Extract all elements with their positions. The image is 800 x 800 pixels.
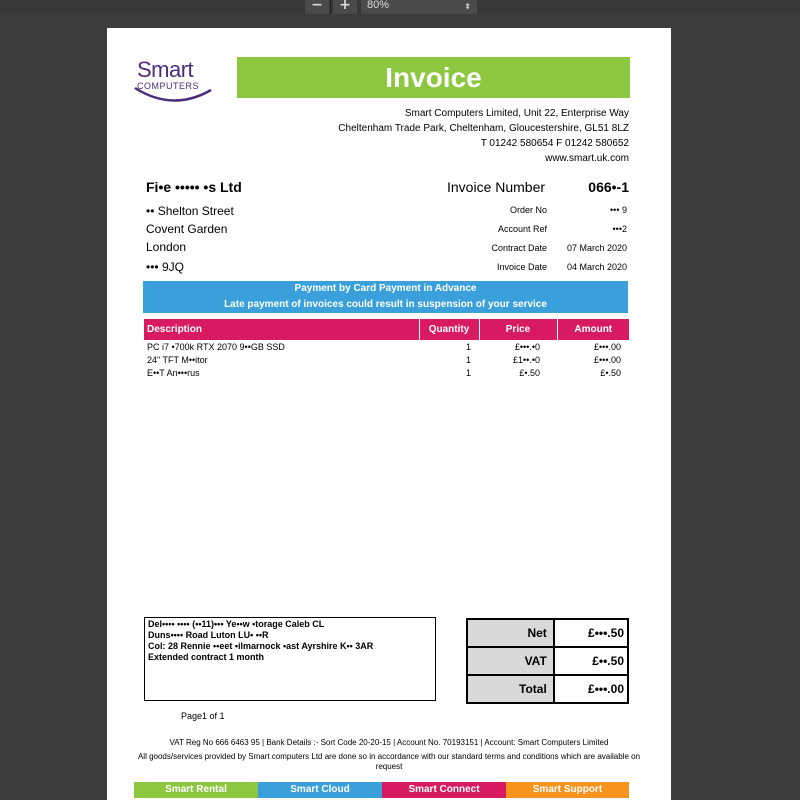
- item-amount: £•.50: [600, 367, 621, 378]
- header-description: Description: [144, 319, 419, 340]
- delivery-notes-box: [144, 617, 436, 701]
- notes-line: Duns•••• Road Luton LU• ••R: [148, 630, 269, 640]
- total-row: [467, 675, 628, 703]
- net-value: £•••.50: [554, 619, 628, 647]
- item-price: £1••.•0: [513, 354, 540, 365]
- item-description: 24" TFT M••itor: [147, 354, 208, 365]
- item-amount: £•••.00: [594, 354, 621, 365]
- account-ref-value: •••2: [612, 224, 627, 234]
- account-ref-label: Account Ref: [497, 224, 547, 234]
- logo-swoosh-icon: [133, 86, 215, 110]
- company-phone: T 01242 580654 F 01242 580652: [480, 138, 629, 149]
- viewer-toolbar: [0, 0, 800, 14]
- vat-row: [467, 647, 628, 675]
- brand-bar-smart-support: Smart Support: [506, 782, 629, 798]
- customer-area: Covent Garden: [146, 222, 228, 236]
- select-caret-icon: ⬍: [464, 2, 471, 11]
- customer-street: •• Shelton Street: [146, 204, 234, 218]
- footer-bank-details: VAT Reg No 666 6463 95 | Bank Details :- Sort Code 20-20-15 | Account No. 70193151 | Account: Smart Computers Limited: [169, 738, 609, 747]
- smart-computers-logo: [133, 56, 213, 106]
- invoice-date-label: Invoice Date: [496, 262, 547, 272]
- notes-line: Col: 28 Rennie ••eet •ilmarnock •ast Ayrshire K•• 3AR: [148, 641, 374, 651]
- brand-bar-smart-connect: Smart Connect: [382, 782, 506, 798]
- table-row: [144, 366, 629, 379]
- customer-postcode: ••• 9JQ: [146, 260, 184, 274]
- zoom-level-select[interactable]: [361, 0, 477, 14]
- order-no-value: ••• 9: [610, 205, 627, 215]
- footer-terms: All goods/services provided by Smart computers Ltd are done so in accordance with our standard terms and conditions which are available on request: [137, 752, 641, 771]
- company-website: www.smart.uk.com: [545, 153, 629, 164]
- table-row: [144, 340, 629, 353]
- customer-city: London: [146, 240, 187, 254]
- brand-bar-smart-rental: Smart Rental: [134, 782, 258, 798]
- total-label: Total: [467, 675, 554, 703]
- totals-table: [466, 618, 629, 704]
- table-header-row: [144, 319, 629, 340]
- vat-label: VAT: [467, 647, 554, 675]
- item-amount: £•••.00: [594, 341, 621, 352]
- net-row: [467, 619, 628, 647]
- item-description: PC i7 •700k RTX 2070 9••GB SSD: [147, 341, 285, 352]
- item-quantity: 1: [465, 354, 471, 365]
- notes-line: Extended contract 1 month: [148, 652, 265, 662]
- invoice-number-value: 066•-1: [588, 179, 629, 195]
- header-quantity: Quantity: [419, 319, 479, 340]
- logo-word-computers: COMPUTERS: [137, 81, 200, 91]
- item-description: E••T An•••rus: [147, 367, 200, 378]
- item-quantity: 1: [465, 341, 471, 352]
- invoice-title-banner: Invoice: [237, 57, 630, 98]
- line-items-table: [144, 319, 629, 379]
- header-amount: Amount: [557, 319, 629, 340]
- order-no-label: Order No: [509, 205, 547, 215]
- item-price: £•.50: [519, 367, 540, 378]
- invoice-number-label: Invoice Number: [447, 179, 546, 195]
- notes-line: Del•••• •••• (••11)••• Ye••w •torage Caleb CL: [148, 619, 325, 629]
- contract-date-label: Contract Date: [491, 243, 547, 253]
- zoom-level-value: 80%: [367, 0, 390, 11]
- logo-word-smart: Smart: [137, 57, 194, 82]
- total-value: £•••.00: [554, 675, 628, 703]
- payment-method-bar: Payment by Card Payment in Advance: [143, 281, 628, 297]
- customer-name: Fi•e ••••• •s Ltd: [146, 179, 242, 195]
- zoom-out-button[interactable]: −: [305, 0, 329, 14]
- header-price: Price: [479, 319, 557, 340]
- company-address-line2: Cheltenham Trade Park, Cheltenham, Gloucestershire, GL51 8LZ: [338, 123, 629, 134]
- company-address: [338, 106, 629, 166]
- invoice-page: [107, 28, 671, 800]
- zoom-in-button[interactable]: +: [333, 0, 357, 14]
- toolbar-divider: [330, 0, 331, 14]
- page-number: Page1 of 1: [181, 711, 225, 721]
- table-row: [144, 353, 629, 366]
- brand-bar-smart-cloud: Smart Cloud: [258, 782, 382, 798]
- item-quantity: 1: [465, 367, 471, 378]
- item-price: £•••.•0: [514, 341, 540, 352]
- invoice-date-value: 04 March 2020: [566, 262, 627, 272]
- contract-date-value: 07 March 2020: [566, 243, 627, 253]
- company-address-line1: Smart Computers Limited, Unit 22, Enterprise Way: [404, 108, 629, 119]
- net-label: Net: [467, 619, 554, 647]
- late-payment-notice: Late payment of invoices could result in suspension of your service: [143, 297, 628, 313]
- vat-value: £••.50: [554, 647, 628, 675]
